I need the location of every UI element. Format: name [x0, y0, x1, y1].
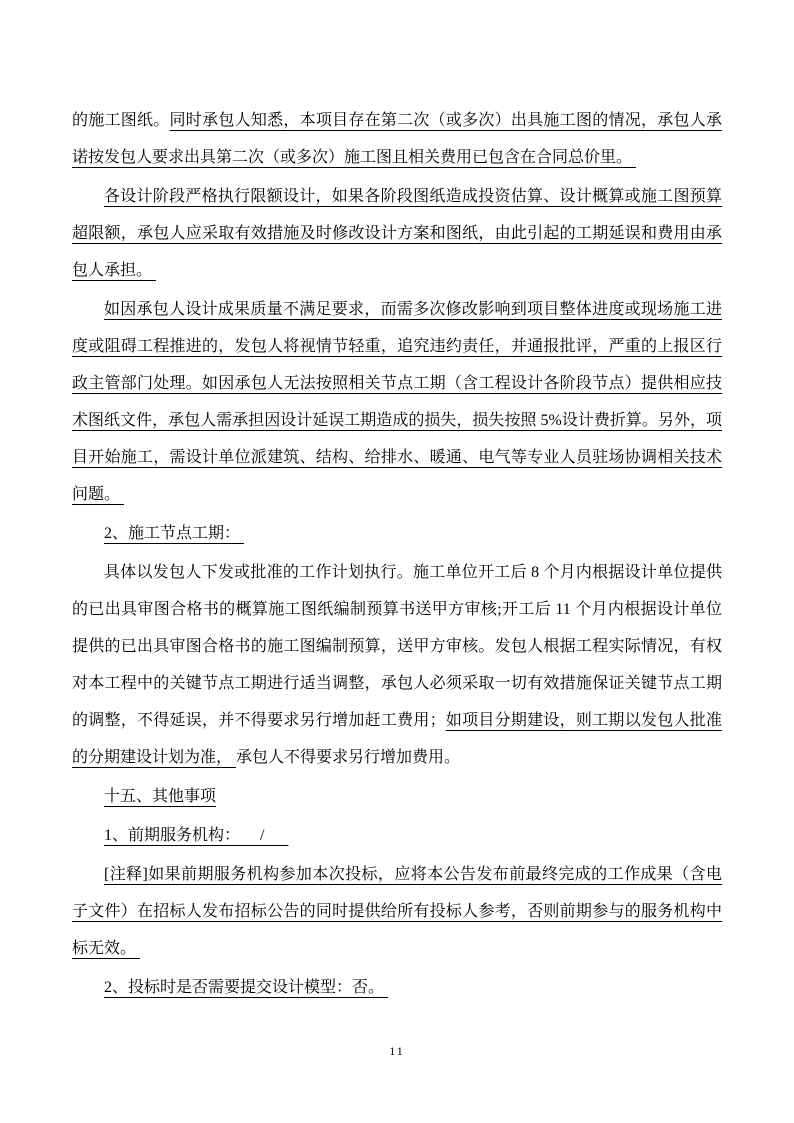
paragraph-work-plan — [72, 554, 722, 776]
underlined-text-run: 1、前期服务机构： / — [104, 827, 289, 844]
underlined-text-run: 同时承包人知悉，本项目存在第二次（或多次）出具施工图的情况，承包人承诺按发包人要求出具第二次（或多次）施工图且相关费用已包含在合同总价里。 — [72, 112, 722, 166]
text-run: 承包人不得要求另行增加费用。 — [236, 749, 461, 766]
section-heading-other-matters — [72, 778, 722, 815]
underlined-text-run: 2、投标时是否需要提交设计模型：否。 — [104, 979, 389, 996]
clause-preliminary-service-agency — [72, 817, 722, 854]
page-number: 11 — [389, 1044, 405, 1058]
clause-design-model-requirement — [72, 969, 722, 1006]
paragraph-quality-liability — [72, 291, 722, 513]
paragraph-annotation-note — [72, 856, 722, 967]
underlined-text-run: 如项目分期建设，则工期以发包人批准的分期建设计划为准， — [72, 712, 722, 766]
text-run: 的施工图纸。 — [72, 112, 170, 129]
paragraph-construction-drawings — [72, 102, 722, 176]
underlined-text-run: 如因承包人设计成果质量不满足要求，而需多次修改影响到项目整体进度或现场施工进度或阻碍工程推进的，发包人将视情节轻重，追究违约责任，并通报批评，严重的上报区行政主管部门处理。如因承包人无法按照相关节点工期（含工程设计各阶段节点）提供相应技术图纸文件，承包人需承担因设计延误工期造成的损失，损失按照 5%设计费折算。另外，项目开始施工，需设计单位派建筑、结构、给排水、暖通、电气等专业人员驻场协调相关技术问题。 — [72, 301, 722, 503]
underlined-text-run: 各设计阶段严格执行限额设计，如果各阶段图纸造成投资估算、设计概算或施工图预算超限额，承包人应采取有效措施及时修改设计方案和图纸，由此引起的工期延误和费用由承包人承担。 — [72, 188, 722, 279]
page-footer — [0, 1044, 794, 1059]
paragraph-quota-design — [72, 178, 722, 289]
underlined-text-run: 十五、其他事项 — [104, 788, 217, 805]
underlined-text-run: [注释]如果前期服务机构参加本次投标，应将本公告发布前最终完成的工作成果（含电子文件）在招标人发布招标公告的同时提供给所有投标人参考，否则前期参与的服务机构中标无效。 — [72, 866, 722, 957]
clause-heading-construction-milestones — [72, 515, 722, 552]
underlined-text-run: 2、施工节点工期： — [104, 525, 245, 542]
text-run: 具体以发包人下发或批准的工作计划执行。施工单位开工后 8 个月内根据设计单位提供的已出具审图合格书的概算施工图纸编制预算书送甲方审核;开工后 11 个月内根据设计单位提供的已出具审图合格书的施工图编制预算，送甲方审核。发包人根据工程实际情况，有权对本工程中的关键节点工期进行适当调整，承包人必须采取一切有效措施保证关键节点工期的调整，不得延误，并不得要求另行增加赶工费用； — [72, 564, 722, 729]
